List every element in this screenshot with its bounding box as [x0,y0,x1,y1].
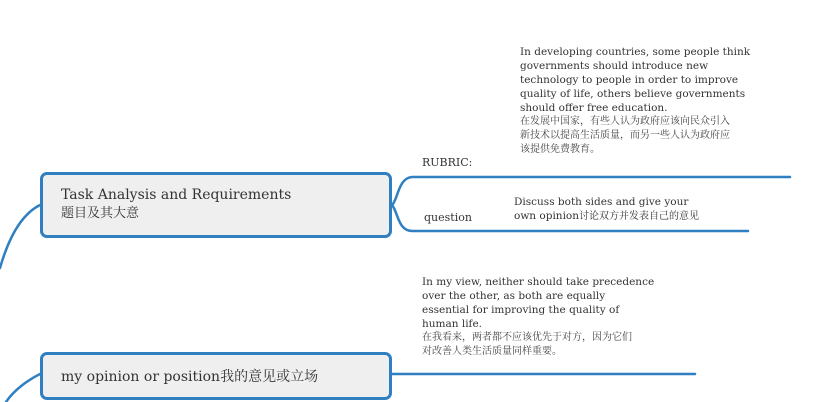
note-opinion-zh: 在我看来，两者都不应该优先于对方，因为它们 对改善人类生活质量同样重要。 [422,332,632,357]
topic-task-analysis[interactable] [40,172,392,238]
branch-label-question[interactable]: question [424,211,472,224]
note-question-zh: 讨论双方并发表自己的意见 [579,211,700,222]
topic-title-zh: 题目及其大意 [61,206,140,221]
branch-label-rubric[interactable]: RUBRIC: [422,156,473,169]
note-question [514,195,754,224]
topic-my-opinion[interactable] [40,352,392,400]
note-rubric-en: In developing countries, some people think governments should introduce new technology to people in order to improve quality of life, others believe governments should offer free education. [520,46,751,114]
note-question-en: Discuss both sides and give your own opinion [514,196,689,222]
topic-title: my opinion or position我的意见或立场 [61,369,319,385]
note-rubric-zh: 在发展中国家，有些人认为政府应该向民众引入 新技术以提高生活质量，而另一些人认为政府应 该提供免费教育。 [520,116,730,155]
topic-title-en: Task Analysis and Requirements [61,187,292,203]
root-connector-opinion [6,374,40,402]
root-connector-task [0,205,40,268]
note-opinion-en: In my view, neither should take precedence over the other, as both are equally essential for improving the quality of human life. [422,276,655,330]
note-rubric [520,45,790,157]
note-opinion [422,275,694,359]
